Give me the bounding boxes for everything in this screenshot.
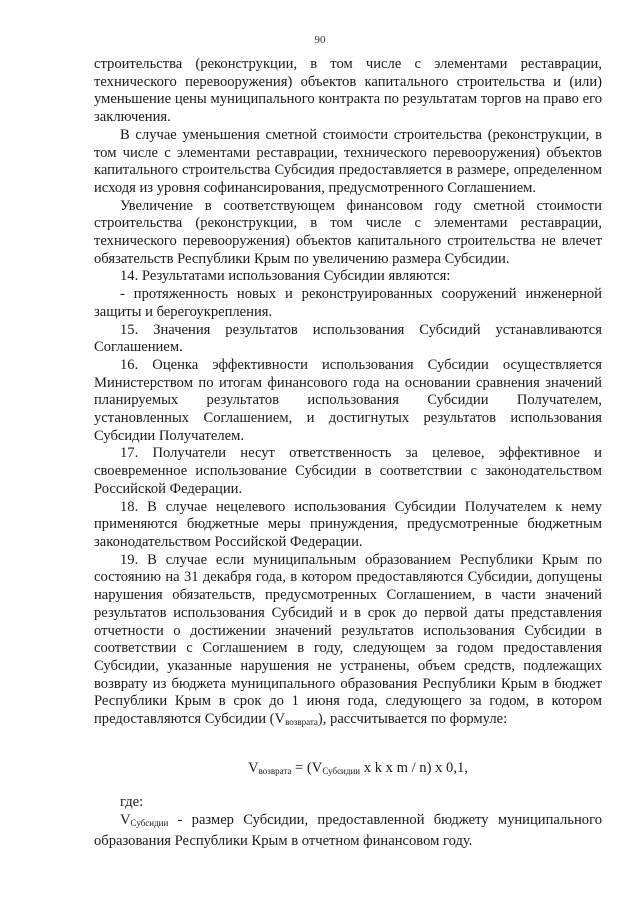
clause-14: 14. Результатами использования Субсидии являются: xyxy=(120,268,451,285)
definition-v-subsidy xyxy=(94,812,602,850)
paragraph-estimate-increase: Увеличение в соответствующем финансовом году сметной стоимости строительства (реконструкции, в том числе с элементами реставрации, технического перевооружения) объектов капитального строительства не влечет обязательств Республики Крым по увеличению размера Субсидии. xyxy=(94,197,602,267)
clause-19-text: 19. В случае если муниципальным образованием Республики Крым по состоянию на 31 декабря года, в котором предоставляются Субсидии, допущены нарушения обязательств, предусмотренных Соглашением, в части значений результатов использования Субсидий и в срок до первой даты представления отчетности о достижении значений результатов использования Субсидии в соответствии с Соглашением в году, следующем за годом предоставления Субсидии, указанные нарушения не устранены, объем средств, подлежащих возврату из бюджета муниципального образования Республики Крым в бюджет Республики Крым в срок до 1 июня года, следующего за годом, в котором предоставляются Субсидии (V xyxy=(94,551,602,728)
paragraph-estimate-decrease: В случае уменьшения сметной стоимости строительства (реконструкции, в том числе с элементами реставрации, технического перевооружения) объектов капитального строительства Субсидия предоставляется в размере, определенном исходя из уровня софинансирования, предусмотренного Соглашением. xyxy=(94,126,602,196)
document-body xyxy=(94,56,602,851)
formula-sub-subsidy: Субсидии xyxy=(322,765,361,776)
clause-19-tail: ), рассчитывается по формуле: xyxy=(317,711,508,728)
page-number: 90 xyxy=(314,34,326,46)
formula-sub-return: возврата xyxy=(258,765,292,776)
clause-18: 18. В случае нецелевого использования Субсидии Получателем к нему применяются бюджетные меры принуждения, предусмотренные бюджетным законодательством Российской Федерации. xyxy=(94,498,602,550)
clause-14-item: - протяженность новых и реконструированных сооружений инженерной защиты и берегоукрепления. xyxy=(94,286,602,320)
definition-v: V xyxy=(120,812,131,829)
where-label: где: xyxy=(120,794,144,811)
formula-rest: x k x m / n) x 0,1, xyxy=(360,759,468,776)
clause-17: 17. Получатели несут ответственность за целевое, эффективное и своевременное использование Субсидии в соответствии с законодательством Российской Федерации. xyxy=(94,445,602,497)
formula-mid: = (V xyxy=(291,759,323,776)
clause-19-subscript: возврата xyxy=(285,717,318,728)
clause-19 xyxy=(94,552,602,732)
formula-v: V xyxy=(248,759,259,776)
clause-16: 16. Оценка эффективности использования Субсидии осуществляется Министерством по итогам финансового года на основании сравнения значений планируемых результатов использования Субсидии Получателем, установленных Соглашением, и достигнутых результатов использования Субсидии Получателем. xyxy=(94,356,602,444)
clause-15: 15. Значения результатов использования Субсидий устанавливаются Соглашением. xyxy=(94,321,602,356)
definition-text: - размер Субсидии, предоставленной бюджету муниципального образования Республики Крым в отчетном финансовом году. xyxy=(94,812,602,849)
formula xyxy=(94,760,602,781)
definition-sub: Субсидии xyxy=(130,818,169,829)
paragraph-continuation: строительства (реконструкции, в том числе с элементами реставрации, технического перевооружения) объектов капитального строительства и (или) уменьшение цены муниципального контракта по результатам торгов на право его заключения. xyxy=(94,56,602,126)
